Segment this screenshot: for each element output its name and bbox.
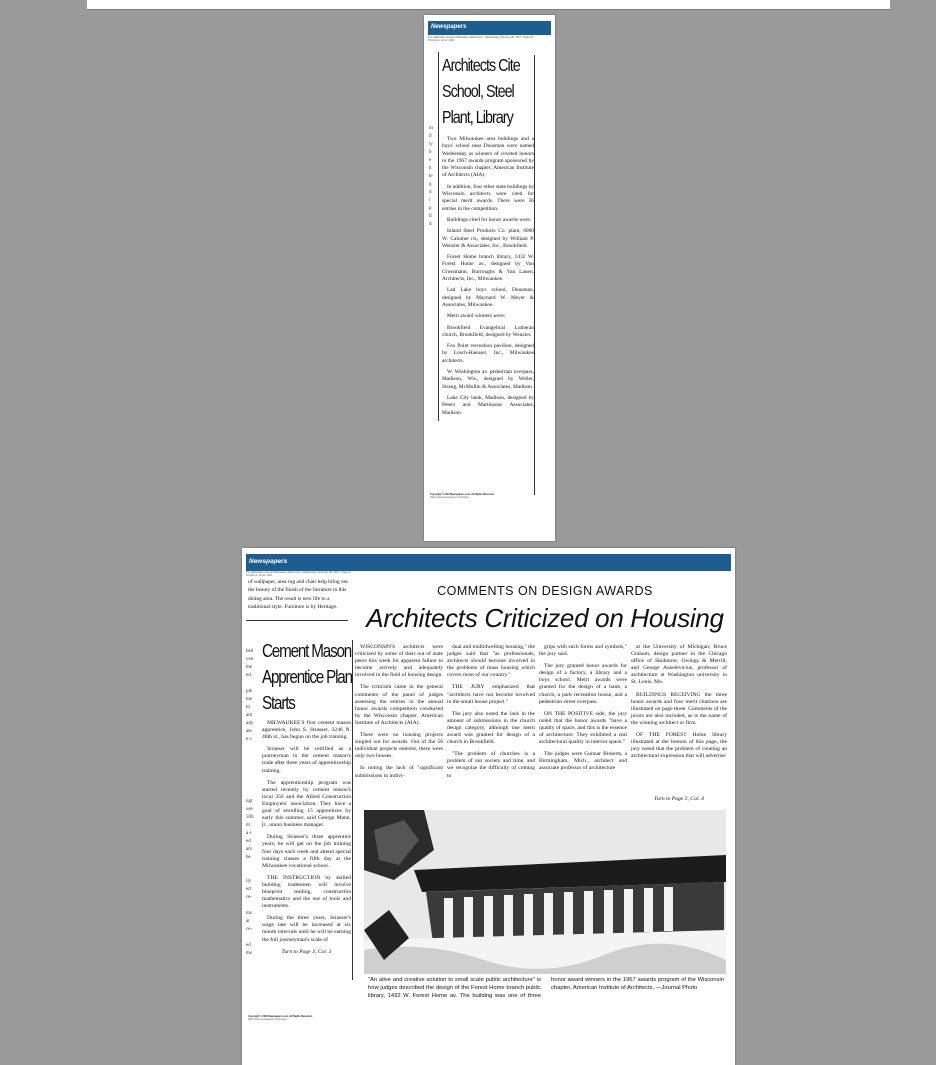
article-headline: Architects Criticized on Housing [366, 603, 724, 633]
printed-line: Printed on Jul 11, 2023 [246, 574, 273, 577]
main-article-column-2 [447, 644, 535, 785]
main-article-column-1 [355, 644, 443, 785]
side-article-body [262, 720, 351, 961]
newspapers-logo: Newspapers [431, 24, 467, 30]
side-article-paragraph: MILWAUKEE'S first cement mason apprentice, John S. Strasser, 3246 N. 46th st., has begun on the job training. [262, 720, 351, 741]
main-article-paragraph: grips with such forms and symbols," the jury said. [539, 644, 627, 658]
article-paragraph: W. Washington av. pedestrian overpass, Madison, Wis., designed by Weiler, Strang, McMullin & Associates, Madison. [442, 369, 534, 390]
article-paragraph: Lad Lake boys school, Dousman, designed by Maynard W. Meyer & Associates, Milwaukee. [442, 287, 534, 308]
article-paragraph: Fox Point recreation pavilion, designed by Losch-Haeuser, Inc., Milwaukee architects. [442, 343, 534, 364]
main-article-jump: Turn to Page 3, Col. 4 [654, 796, 704, 802]
main-article-paragraph: The judges were Gunnar Birkerts, a Birmingham, Mich., architect and associate professor of architecture [539, 751, 627, 772]
article-column [438, 52, 534, 421]
footer-copyright: Copyright © 2023 Newspapers.com. All Rights Reserved. [248, 1015, 313, 1018]
article-paragraph: Forest Home branch library, 1432 W. Forest Home av., designed by Von Grossmann, Burroughs & Van Lanen, Architects, Inc., Milwaukee. [442, 254, 534, 283]
main-article-paragraph: WISCONSIN'S architects were criticized by some of their out of state peers this week for apparent failure to become actively and adequately involved in the field of housing design. [355, 644, 443, 679]
printed-line: Printed on Jul 11, 2023 [428, 39, 455, 42]
article-headline: Architects Cite School, Steel Plant, Library [442, 55, 520, 127]
footer-copyright: Copyright © 2023 Newspapers.com. All Rights Reserved. [430, 493, 495, 496]
page-footer [248, 1015, 313, 1021]
main-article-paragraph: The jury granted honor awards for design of a factory, a library and a boys school. Merit awards were granted for the design of a bank, a church, a park recreation house, and a pedestrian street overpass. [539, 663, 627, 705]
article-paragraph: Merit award winners were: [447, 313, 506, 320]
article-paragraph: Buildings cited for honor awards were: [447, 216, 532, 223]
source-line: The Milwaukee Journal (Milwaukee, Wisconsin) · Wednesday, February 08, 1967 · Page 27 [246, 571, 351, 574]
main-article-paragraph: OF THE FOREST Home library illustrated at the bottom of this page, the jury noted that the problem of creating an architectural expression that will advertise [631, 732, 727, 760]
main-article-paragraph: ON THE POSITIVE side, the jury noted that the honor awards "have a quality of space, and this is the essence of architecture. They exhibited a real architectural quality in interior space." [539, 710, 627, 746]
adjacent-column-fragment: m ll ly b e h le g d i p fi d [429, 126, 433, 227]
clipping-page-2[interactable] [242, 548, 735, 1065]
library-photo-image [364, 810, 726, 974]
page-footer [430, 493, 495, 499]
main-article-paragraph: The criticism came in the general comments of the panel of judges assessing the entries in the annual honor awards competition conducted by the Wisconsin chapter, American Institute of Architects (AIA). [355, 684, 443, 726]
main-article-paragraph: dual and multidwelling housing," the judges said that "as professionals, architects should become involved in the problems of mass housing which covers most of our country." [447, 644, 535, 679]
kicker-heading: COMMENTS ON DESIGN AWARDS [437, 584, 653, 598]
main-article-column-3 [539, 644, 627, 778]
side-article-paragraph: THE INSTRUCTION by skilled building tradesmen will involve blueprint reading, construction mathematics and the use of tools and instruments. [262, 874, 351, 910]
main-article-paragraph: "The problem of churches is a problem of our society and time, and we recognize the difficulty of coming to [447, 751, 535, 779]
viewer-toolbar[interactable] [87, 0, 890, 10]
main-article-paragraph: BUILDINGS RECEIVING the three honor awards and four merit citations are illustrated on page three. Comments of the jurors are also included, as is the name of the winning architect or firm. [631, 691, 727, 726]
photo-caption: "An alive and creative solution to small scale public architecture" is how judges described the design of the Forest Home branch public library, 1432 W. Forest Home av. The building was one of three honor award winners in the 1967 awards program of the Wisconsin chapter, American Institute of Architects. —Journal Photo [368, 977, 724, 999]
article-paragraph: Inland Steel Products Co. plant, 6000 W. Calumet rd., designed by William P. Wenzler & Associates, Inc., Brookfield. [442, 228, 534, 249]
adjacent-column-fragment: bed ven the ed. ple me to am ady ate e c [246, 649, 254, 742]
side-article-paragraph: During the three years, Strasser's wage rate will be increased at six month intervals until he will be earning the full journeyman's scale of [262, 915, 351, 943]
article-paragraph: Brookfield Evangelical Lutheran church, Brookfield, designed by Wenzler. [442, 324, 534, 338]
column-rule [352, 640, 353, 980]
article-paragraph: In addition, four other state buildings by Wisconsin architects were cited for special merit awards. There were 56 entries in the competition. [442, 183, 534, 212]
side-article-paragraph: During Strasser's three apprentice years, he will get on the job training four days each week and attend special training classes a fifth day at the Milwaukee vocational school. [262, 834, 351, 869]
footer-url: https://www.newspapers.com/image/... [248, 1018, 289, 1021]
side-article-paragraph: The apprenticeship program was started recently by cement mason's local 356 and the Allied Construction Employers' association. They have a goal of enrolling 15 apprentices by early this summer, said George Mann, jr., union business manager. [262, 779, 351, 829]
main-article-paragraph: at the University of Michigan; Bruce Graham, design partner in the Chicago office of Skidmore, Owings & Merrill; and George Anselevicius, professor of architecture at Washington university in St. Louis, Mo. [631, 644, 727, 686]
source-line: The Milwaukee Journal (Milwaukee, Wisconsin) · Wednesday, February 08, 1967 · Page 27 [428, 36, 533, 39]
main-article-column-4 [631, 644, 727, 765]
main-article-paragraph: THE JURY emphasized that "architects have not become involved in the small house project." [447, 684, 535, 705]
side-article-jump: Turn to Page 3, Col. 3 [281, 948, 332, 955]
newspapers-banner [428, 21, 551, 35]
article-paragraph: Lake City bank, Madison, designed by Peters and Martinsons Associates, Madison. [442, 394, 534, 416]
adjacent-column-fragment: ngr use 500 m a s ed ars he ily ert re- ms ar ce- ed ms [246, 799, 254, 956]
article-body [442, 136, 534, 417]
adjacent-column-fragment-right [534, 55, 545, 495]
article-paragraph: Two Milwaukee area buildings and a boys' school near Dousman were named Wednesday as winners of coveted honors in the 1967 awards program sponsored by the Wisconsin chapter, American Institute of Architects (AIA). [442, 136, 534, 179]
divider-line [246, 620, 348, 621]
adjacent-article-fragment: of wallpaper, area rug and chair help bring out the beauty of the finish of the furniture in this dining area. The result is new life to a traditional style. Furniture is by Heritage. [248, 579, 348, 611]
newspapers-logo: Newspapers [249, 558, 288, 565]
main-article-paragraph: There were no housing projects singled out for awards. Out of the 56 individual projects entered, there were only two houses. [355, 732, 443, 760]
footer-url: https://www.newspapers.com/image/... [430, 496, 471, 499]
main-article-jump-wrap [631, 796, 727, 808]
side-article-paragraph: Strasser will be certified as a journeyman in the cement mason's trade after three years of apprenticeship training. [262, 746, 351, 774]
main-article-paragraph: The jury also noted the lack in the amount of submissions in the church design category, although one merit award was granted for design of a church in Brookfield. [447, 710, 535, 746]
main-article-paragraph: In noting the lack of "significant submissions in indivi- [355, 765, 443, 779]
library-photo [364, 810, 726, 974]
clipping-page-1[interactable] [424, 15, 555, 541]
newspapers-banner [246, 554, 731, 571]
side-article-headline: Cement Mason Apprentice Plan Starts [262, 640, 352, 713]
